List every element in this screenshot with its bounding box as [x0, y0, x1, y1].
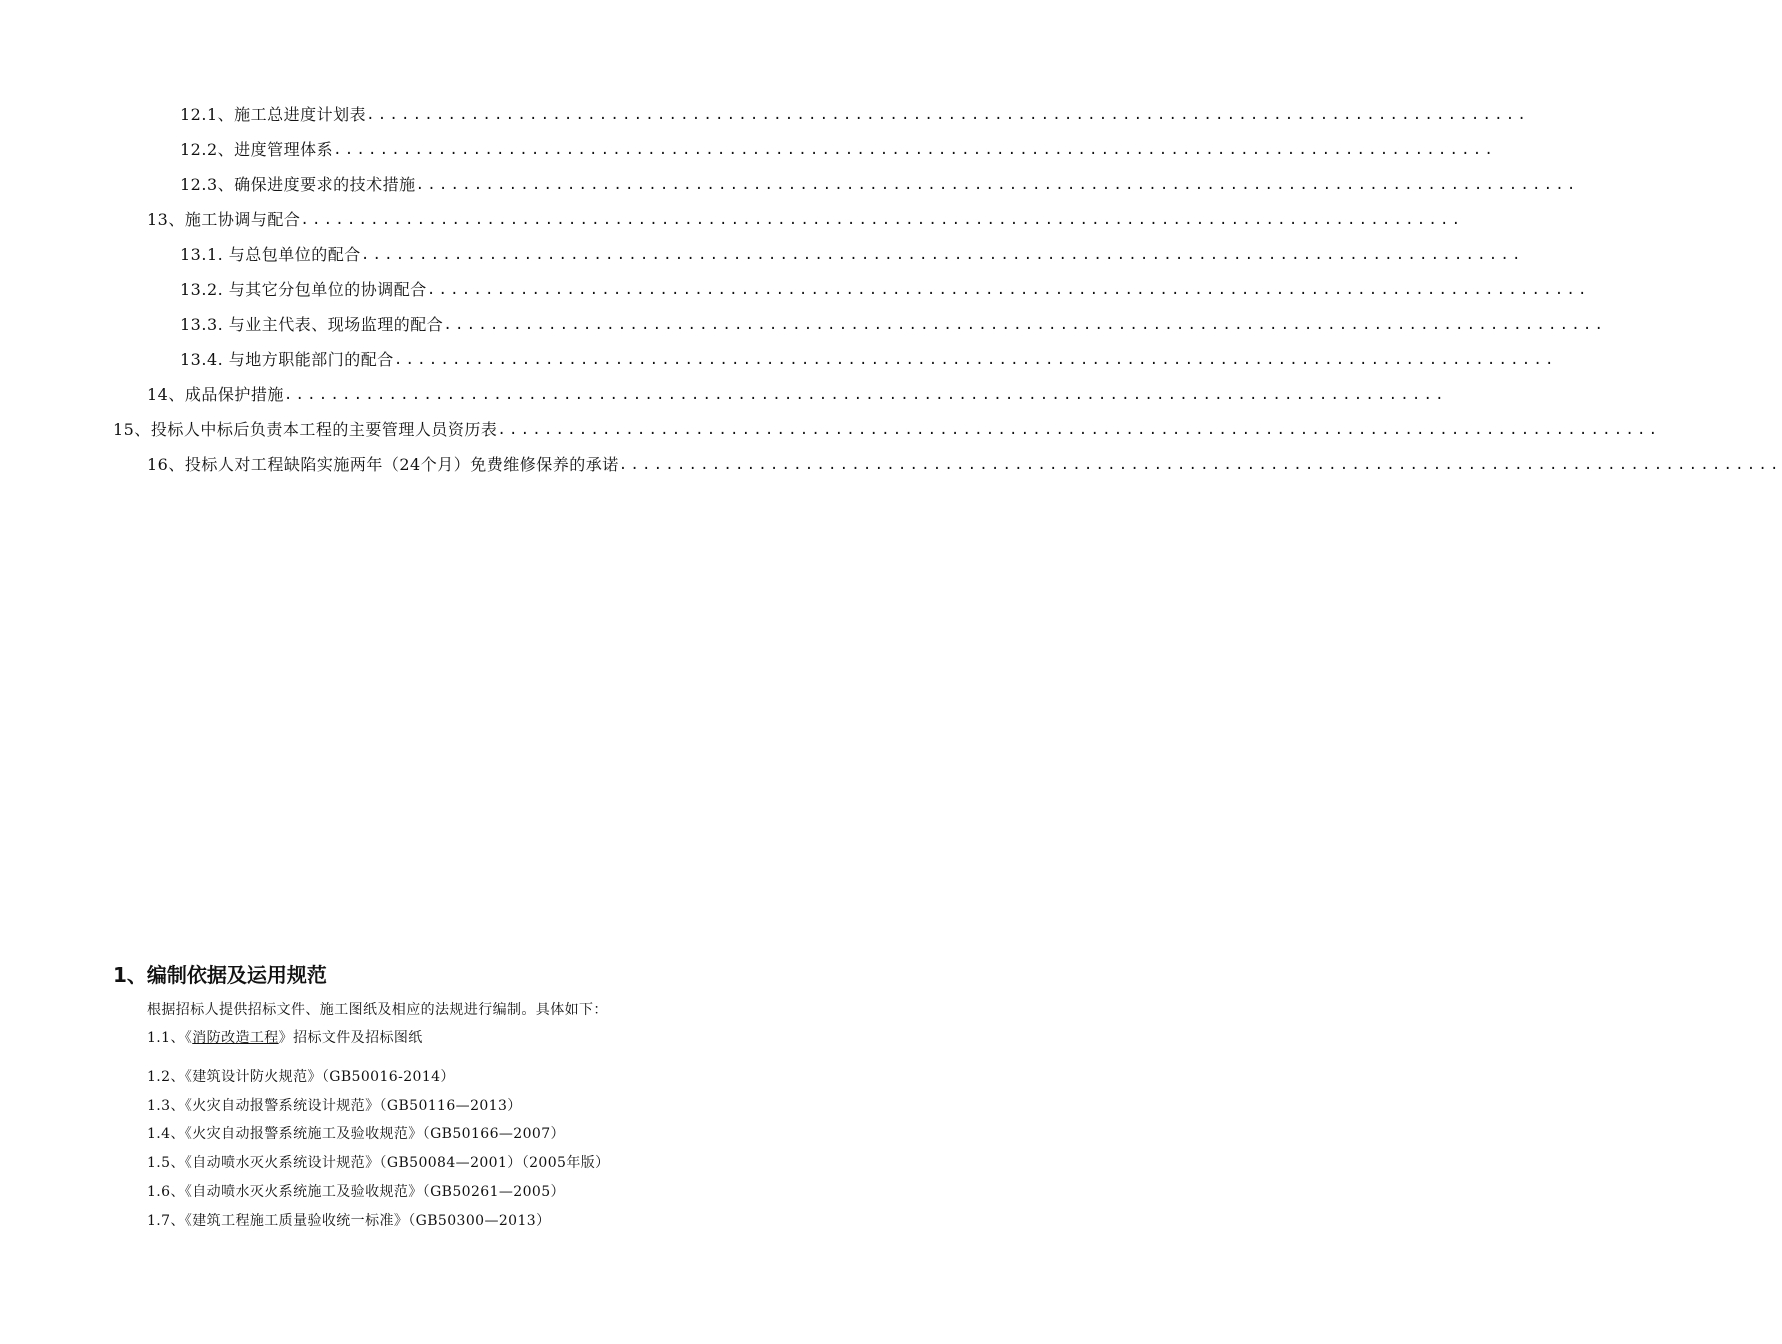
toc-entry-text: 13.2. 与其它分包单位的协调配合	[180, 280, 427, 299]
toc-entry-text: 13.3. 与业主代表、现场监理的配合	[180, 315, 444, 334]
toc-entry[interactable]	[180, 101, 1530, 125]
toc-entry[interactable]	[147, 381, 1447, 405]
toc-entry-text: 16、投标人对工程缺陷实施两年（24个月）免费维修保养的承诺	[147, 455, 619, 474]
toc-entry-text: 13、施工协调与配合	[147, 210, 301, 229]
standard-item: 1.6、《自动喷水灭火系统施工及验收规范》（GB50261—2005）	[147, 1184, 565, 1200]
toc-entry-text: 13.4. 与地方职能部门的配合	[180, 350, 394, 369]
toc-entry[interactable]	[180, 311, 1607, 335]
toc-entry-text: 14、成品保护措施	[147, 385, 284, 404]
toc-entry[interactable]	[180, 241, 1524, 265]
toc-dot-leader: ....................................................................................................	[415, 177, 1579, 193]
project-name-link[interactable]: 消防改造工程	[192, 1030, 279, 1046]
standard-item: 1.3、《火灾自动报警系统设计规范》（GB50116—2013）	[147, 1098, 522, 1114]
section-heading: 1、编制依据及运用规范	[113, 963, 327, 987]
standard-item: 1.4、《火灾自动报警系统施工及验收规范》（GB50166—2007）	[147, 1126, 565, 1142]
toc-entry-text: 15、投标人中标后负责本工程的主要管理人员资历表	[113, 420, 498, 439]
toc-dot-leader: ....................................................................................................	[283, 387, 1447, 403]
toc-entry-text: 12.2、进度管理体系	[180, 140, 334, 159]
toc-dot-leader: ....................................................................................................	[366, 107, 1530, 123]
toc-dot-leader: ....................................................................................................	[393, 352, 1557, 368]
standard-item-prefix: 1.1、《	[147, 1030, 193, 1046]
toc-dot-leader: ....................................................................................................	[333, 142, 1497, 158]
toc-dot-leader: ....................................................................................................	[300, 212, 1464, 228]
standard-item-suffix: 》招标文件及招标图纸	[278, 1030, 423, 1046]
toc-dot-leader: ....................................................................................................	[618, 457, 1782, 473]
toc-dot-leader: ....................................................................................................	[443, 317, 1607, 333]
toc-dot-leader: ....................................................................................................	[426, 282, 1590, 298]
standard-item: 1.2、《建筑设计防火规范》（GB50016-2014）	[147, 1069, 455, 1085]
toc-entry-text: 13.1. 与总包单位的配合	[180, 245, 361, 264]
section-intro: 根据招标人提供招标文件、施工图纸及相应的法规进行编制。具体如下：	[147, 1002, 608, 1018]
toc-entry[interactable]	[147, 206, 1464, 230]
toc-dot-leader: ....................................................................................................	[360, 247, 1524, 263]
toc-dot-leader: ....................................................................................................	[497, 422, 1661, 438]
toc-entry[interactable]	[180, 136, 1497, 160]
standard-item: 1.7、《建筑工程施工质量验收统一标准》（GB50300—2013）	[147, 1213, 551, 1229]
standard-item: 1.5、《自动喷水灭火系统设计规范》（GB50084—2001）（2005年版）	[147, 1155, 610, 1171]
toc-entry[interactable]	[113, 416, 1661, 440]
toc-entry-text: 12.1、施工总进度计划表	[180, 105, 367, 124]
toc-entry[interactable]	[180, 346, 1557, 370]
toc-entry[interactable]	[180, 276, 1590, 300]
toc-entry[interactable]	[147, 451, 1782, 475]
toc-entry-text: 12.3、确保进度要求的技术措施	[180, 175, 416, 194]
standard-item	[147, 1028, 423, 1048]
toc-entry[interactable]	[180, 171, 1579, 195]
